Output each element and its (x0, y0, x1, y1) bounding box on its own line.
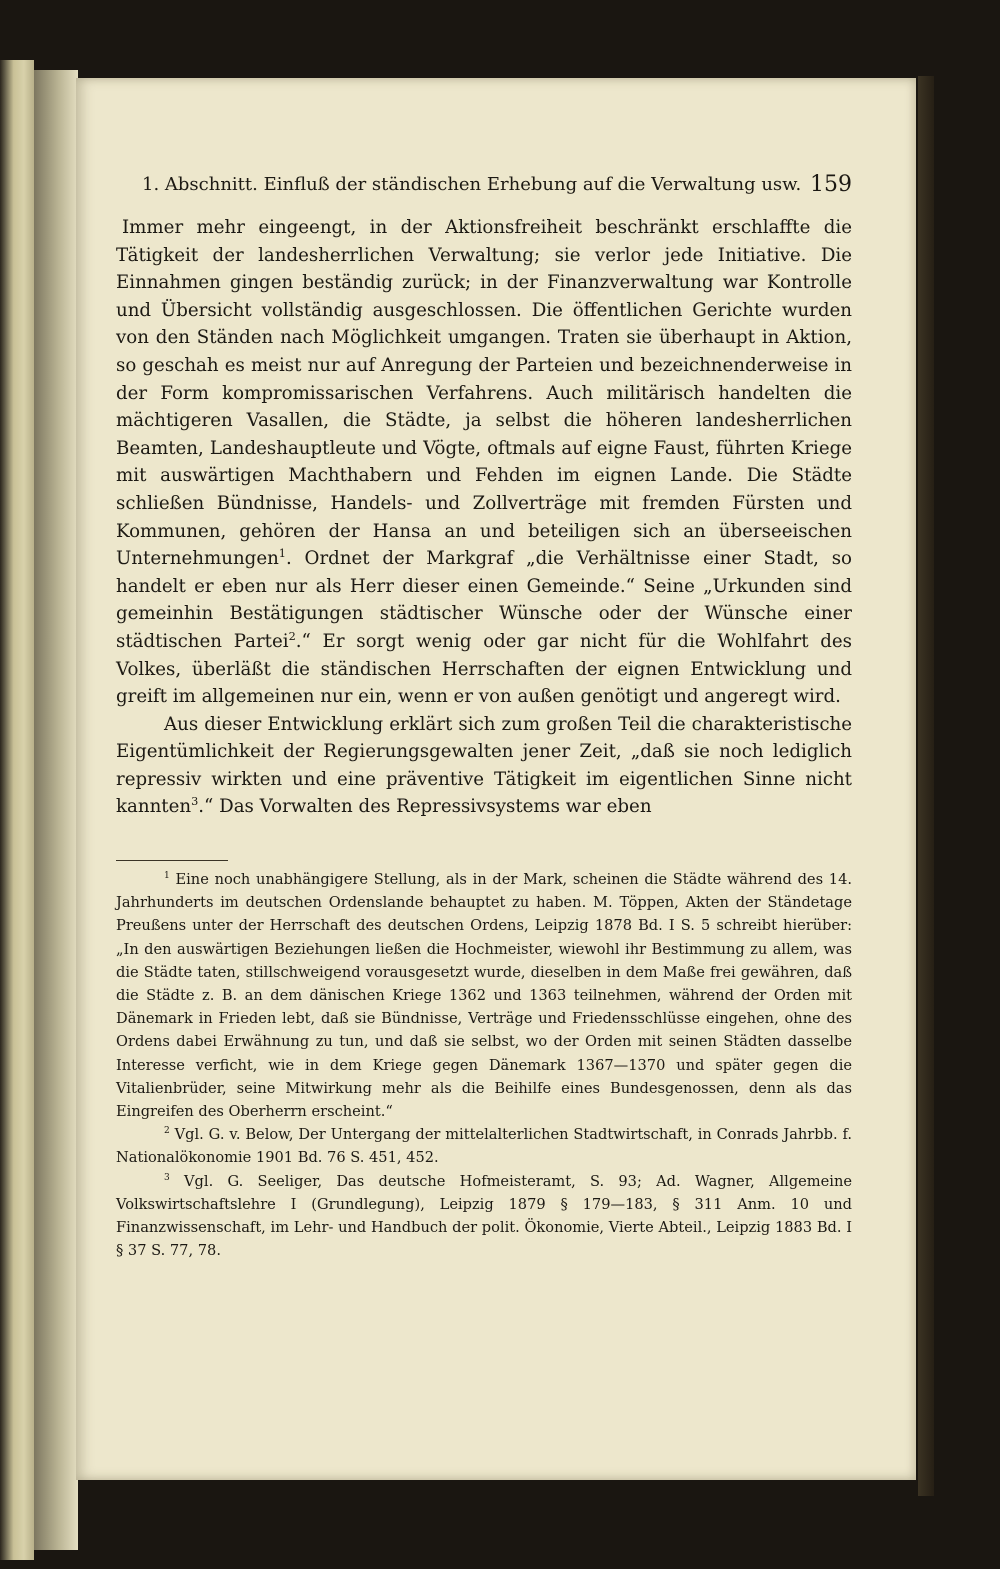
footnote-ref-2: 2 (288, 629, 296, 643)
paragraph-2-text-b: .“ Das Vorwalten des Repressivsystems war eben (198, 796, 652, 818)
paragraph-1-text-b: . Ordnet der Markgraf „die Verhältnisse einer Stadt, so handelt er eben nur als Herr dieser einen Gemeinde.“ Seine „Urkunden sind gemeinhin Bestätigungen städtischer Wünsche oder der Wünsche einer städtischen Partei (116, 548, 852, 652)
main-text (116, 214, 852, 821)
footnote-2 (116, 1123, 852, 1169)
footnote-number: 1 (164, 871, 170, 882)
footnote-ref-1: 1 (278, 547, 286, 561)
paragraph-1-text: Immer mehr eingeengt, in der Aktionsfreiheit beschränkt erschlaffte die Tätigkeit der landesherrlichen Verwaltung; sie verlor jede Initiative. Die Einnahmen gingen beständig zurück; in der Finanzverwaltung war Kontrolle und Übersicht vollständig ausgeschlossen. Die öffentlichen Gerichte wurden von den Ständen nach Möglichkeit umgangen. Traten sie überhaupt in Aktion, so geschah es meist nur auf Anregung der Parteien und bezeichnenderweise in der Form kompromissarischen Verfahrens. Auch militärisch handelten die mächtigeren Vasallen, die Städte, ja selbst die höheren landesherrlichen Beamten, Landeshauptleute und Vögte, oftmals auf eigne Faust, führten Kriege mit auswärtigen Machthabern und Fehden im eignen Lande. Die Städte schließen Bündnisse, Handels- und Zollverträge mit fremden Fürsten und Kommunen, gehören der Hansa an und beteiligen sich an überseeischen Unternehmungen (116, 217, 852, 570)
page-edge-shadow (918, 76, 934, 1496)
footnote-text: Vgl. G. Seeliger, Das deutsche Hofmeisteramt, S. 93; Ad. Wagner, Allgemeine Volkswirtschaftslehre I (Grundlegung), Leipzig 1879 § 179—183, § 311 Anm. 10 und Finanzwissenschaft, im Lehr- und Handbuch der polit. Ökonomie, Vierte Abteil., Leipzig 1883 Bd. I § 37 S. 77, 78. (116, 1172, 852, 1260)
footnote-number: 3 (164, 1172, 170, 1183)
paragraph-2 (116, 711, 852, 821)
page-number: 159 (810, 172, 852, 197)
footnotes (116, 868, 852, 1262)
footnote-text: Eine noch unabhängigere Stellung, als in der Mark, scheinen die Städte während des 14. Jahrhunderts im deutschen Ordenslande behauptet zu haben. M. Töppen, Akten der Ständetage Preußens unter der Herrschaft des deutschen Ordens, Leipzig 1878 Bd. I S. 5 schreibt hierüber: „In den auswärtigen Beziehungen ließen die Hochmeister, wiewohl ihr Bestimmung zu allem, was die Städte taten, stillschweigend vorausgesetzt wurde, dieselben in dem Maße frei gewähren, daß die Städte z. B. an dem dänischen Kriege 1362 und 1363 teilnehmen, während der Orden mit Dänemark in Frieden lebt, daß sie Bündnisse, Verträge und Friedensschlüsse eingehen, ohne des Ordens dabei Erwähnung zu tun, und daß sie selbst, wo der Orden mit seinen Städten dasselbe Interesse verficht, wie in dem Kriege gegen Dänemark 1367—1370 und später gegen die Vitalienbrüder, seine Mitwirkung mehr als die Beihilfe eines Bundesgenossen, denn als das Eingreifen des Oberherrn erscheint.“ (116, 871, 852, 1121)
footnote-1 (116, 868, 852, 1123)
footnote-text: Vgl. G. v. Below, Der Untergang der mittelalterlichen Stadtwirtschaft, in Conrads Jahrbb. f. Nationalökonomie 1901 Bd. 76 S. 451, 452. (116, 1126, 852, 1167)
footnote-divider (116, 860, 228, 861)
book-gutter (34, 70, 78, 1550)
running-header (142, 174, 852, 204)
footnote-number: 2 (164, 1126, 170, 1137)
running-title: 1. Abschnitt. Einfluß der ständischen Erhebung auf die Verwaltung usw. (142, 174, 802, 195)
paragraph-1 (116, 214, 852, 711)
paragraph-1-text-c: .“ Er sorgt wenig oder gar nicht für die Wohlfahrt des Volkes, überläßt die ständischen Herrschaften der eignen Entwicklung und greift im allgemeinen nur ein, wenn er von außen genötigt und angeregt wird. (116, 630, 852, 708)
footnote-ref-3: 3 (191, 795, 199, 809)
footnote-3 (116, 1170, 852, 1263)
book-page (76, 78, 916, 1480)
facing-page-edge (0, 60, 34, 1560)
paragraph-2-text: Aus dieser Entwicklung erklärt sich zum großen Teil die charakteristische Eigentümlichkeit der Regierungsgewalten jener Zeit, „daß sie noch lediglich repressiv wirkten und eine präventive Tätigkeit im eigentlichen Sinne nicht kannten (116, 713, 852, 818)
